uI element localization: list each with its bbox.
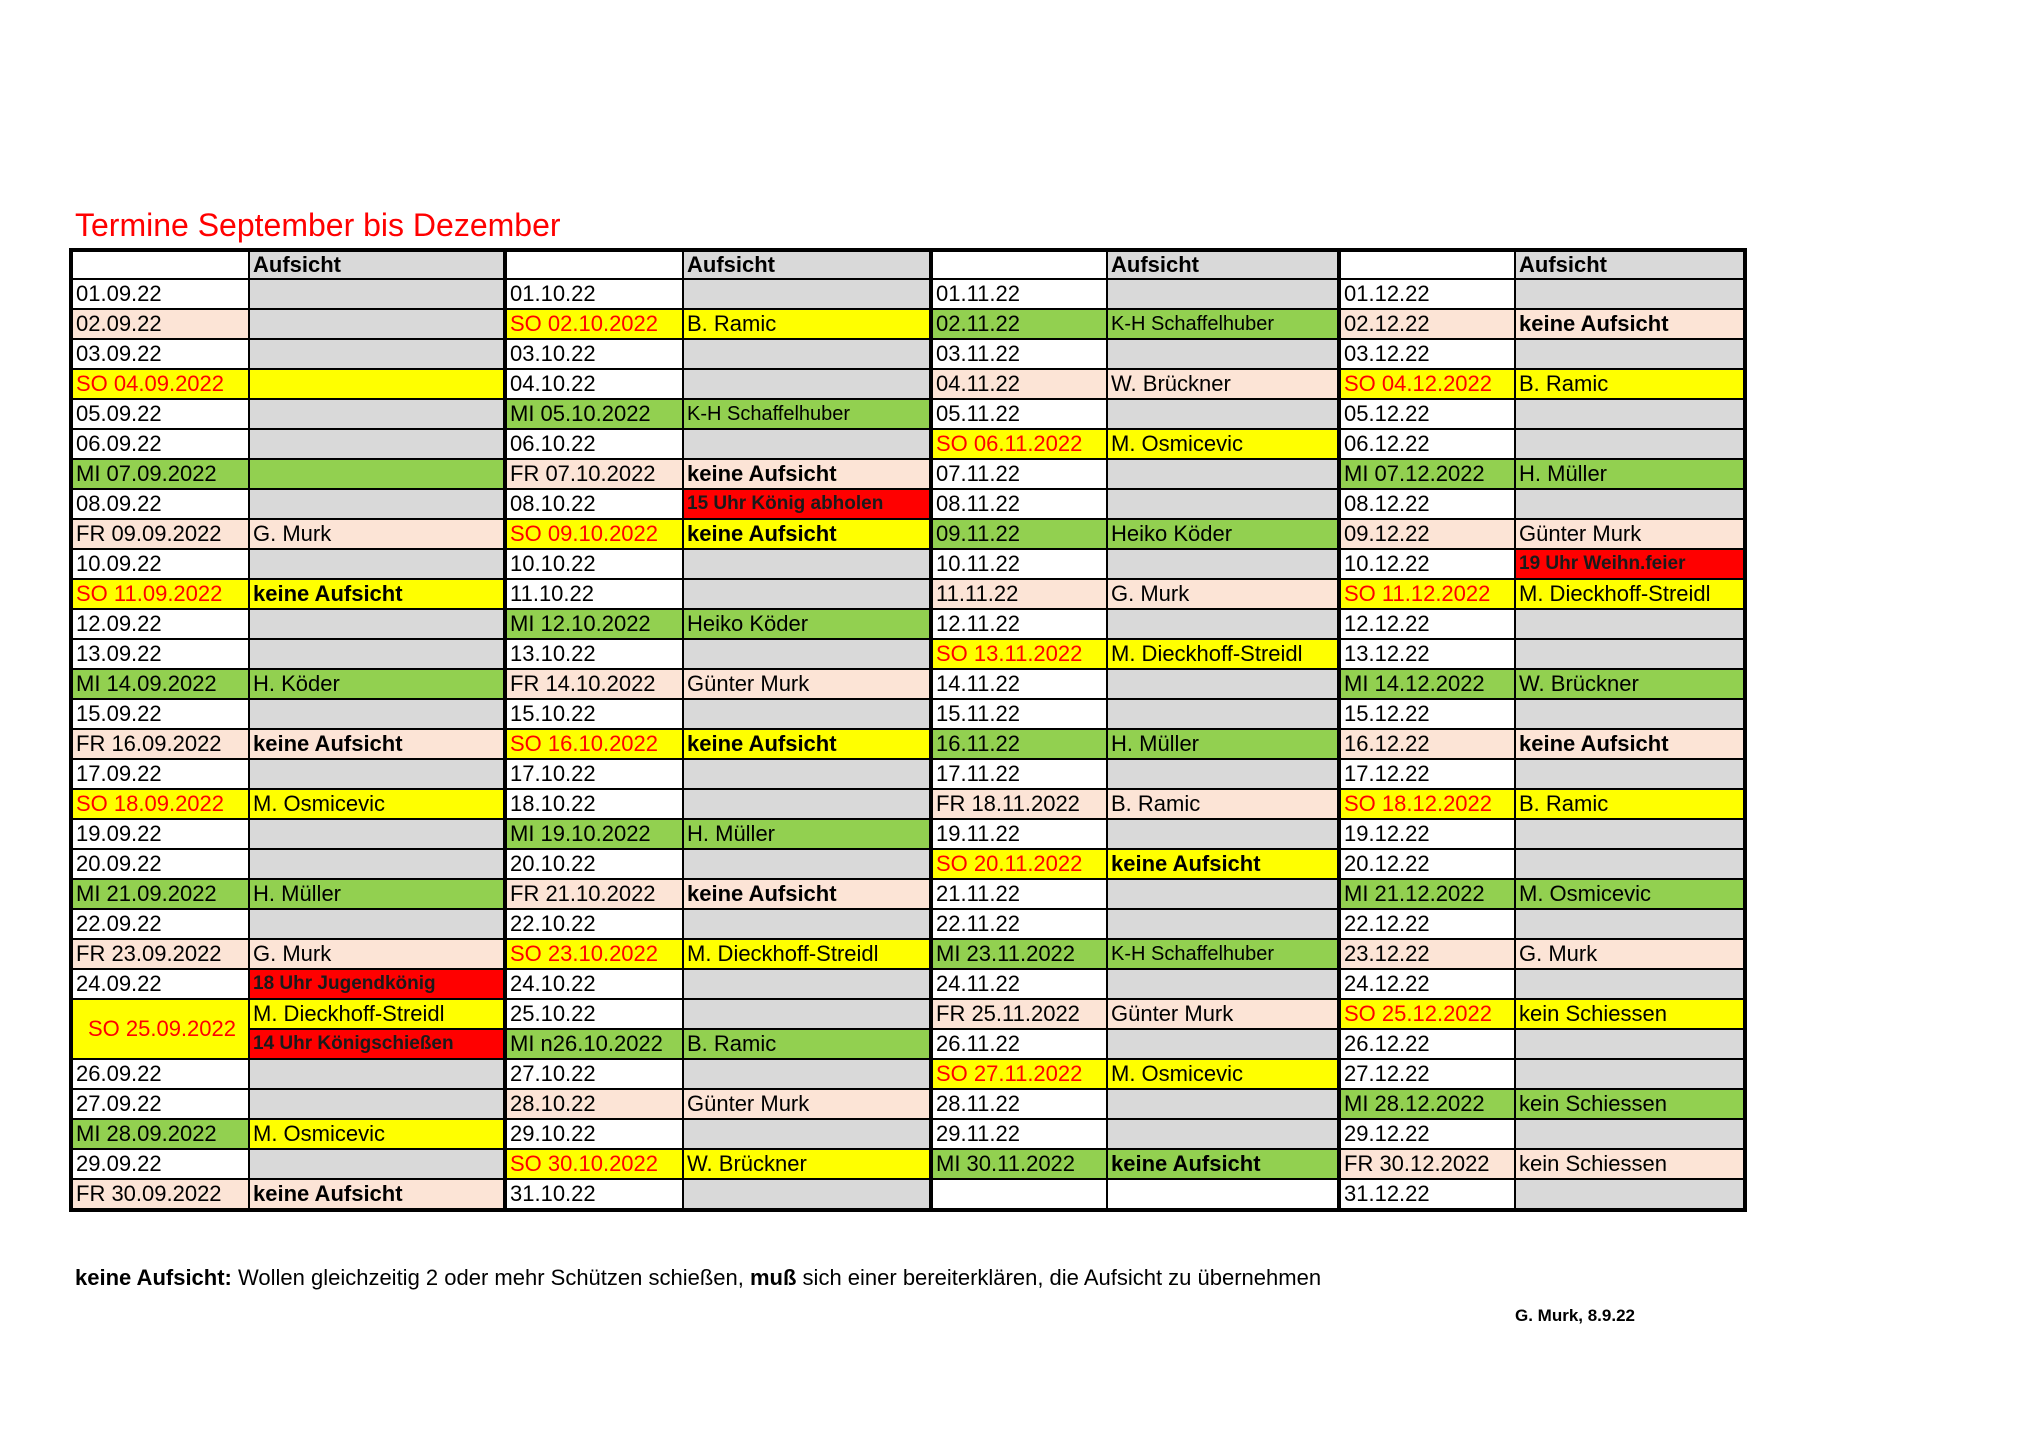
date-cell: SO 13.11.2022 bbox=[931, 639, 1107, 669]
aufsicht-cell bbox=[1107, 279, 1339, 309]
date-cell: 02.12.22 bbox=[1339, 309, 1515, 339]
aufsicht-cell: M. Dieckhoff-Streidl bbox=[1515, 579, 1745, 609]
aufsicht-cell bbox=[249, 1059, 505, 1089]
aufsicht-cell bbox=[1515, 1029, 1745, 1059]
date-cell: SO 25.12.2022 bbox=[1339, 999, 1515, 1029]
date-cell: SO 23.10.2022 bbox=[505, 939, 683, 969]
date-cell: 03.09.22 bbox=[71, 339, 249, 369]
aufsicht-cell bbox=[249, 399, 505, 429]
aufsicht-cell bbox=[683, 759, 931, 789]
footnote-text-2: sich einer bereiterklären, die Aufsicht zu übernehmen bbox=[796, 1265, 1322, 1290]
date-cell: MI 07.12.2022 bbox=[1339, 459, 1515, 489]
date-cell: 28.11.22 bbox=[931, 1089, 1107, 1119]
aufsicht-cell: H. Müller bbox=[1515, 459, 1745, 489]
date-cell: 29.11.22 bbox=[931, 1119, 1107, 1149]
date-cell: 22.12.22 bbox=[1339, 909, 1515, 939]
aufsicht-cell: G. Murk bbox=[249, 939, 505, 969]
date-cell: MI 28.12.2022 bbox=[1339, 1089, 1515, 1119]
date-cell: 02.11.22 bbox=[931, 309, 1107, 339]
date-cell: 24.10.22 bbox=[505, 969, 683, 999]
table-row bbox=[71, 879, 1745, 909]
date-cell: MI 30.11.2022 bbox=[931, 1149, 1107, 1179]
header-date-cell bbox=[931, 250, 1107, 279]
date-cell: SO 02.10.2022 bbox=[505, 309, 683, 339]
date-cell: 24.11.22 bbox=[931, 969, 1107, 999]
date-cell: SO 16.10.2022 bbox=[505, 729, 683, 759]
aufsicht-cell: K-H Schaffelhuber bbox=[1107, 309, 1339, 339]
aufsicht-cell: keine Aufsicht bbox=[683, 459, 931, 489]
aufsicht-cell bbox=[249, 759, 505, 789]
aufsicht-cell bbox=[1515, 609, 1745, 639]
date-cell: 16.12.22 bbox=[1339, 729, 1515, 759]
date-cell: MI 14.12.2022 bbox=[1339, 669, 1515, 699]
date-cell: 08.09.22 bbox=[71, 489, 249, 519]
header-date-cell bbox=[1339, 250, 1515, 279]
aufsicht-cell: W. Brückner bbox=[1107, 369, 1339, 399]
date-cell: 19.12.22 bbox=[1339, 819, 1515, 849]
aufsicht-cell: H. Müller bbox=[249, 879, 505, 909]
aufsicht-cell bbox=[1107, 399, 1339, 429]
date-cell: 06.10.22 bbox=[505, 429, 683, 459]
aufsicht-cell: H. Müller bbox=[683, 819, 931, 849]
table-row bbox=[71, 609, 1745, 639]
date-cell: 03.11.22 bbox=[931, 339, 1107, 369]
aufsicht-cell: Heiko Köder bbox=[683, 609, 931, 639]
date-cell: 27.09.22 bbox=[71, 1089, 249, 1119]
aufsicht-cell bbox=[249, 369, 505, 399]
table-row bbox=[71, 639, 1745, 669]
date-cell: 10.10.22 bbox=[505, 549, 683, 579]
table-row bbox=[71, 459, 1745, 489]
aufsicht-cell bbox=[1515, 339, 1745, 369]
aufsicht-cell: B. Ramic bbox=[1515, 789, 1745, 819]
aufsicht-cell bbox=[683, 279, 931, 309]
date-cell: MI 23.11.2022 bbox=[931, 939, 1107, 969]
table-row bbox=[71, 669, 1745, 699]
date-cell: 10.11.22 bbox=[931, 549, 1107, 579]
header-aufsicht: Aufsicht bbox=[249, 250, 505, 279]
date-cell: 31.12.22 bbox=[1339, 1179, 1515, 1210]
date-cell: MI 19.10.2022 bbox=[505, 819, 683, 849]
date-cell: MI 12.10.2022 bbox=[505, 609, 683, 639]
date-cell: 26.12.22 bbox=[1339, 1029, 1515, 1059]
date-cell: 18.10.22 bbox=[505, 789, 683, 819]
aufsicht-cell bbox=[1515, 819, 1745, 849]
date-cell: 03.10.22 bbox=[505, 339, 683, 369]
date-cell: 22.09.22 bbox=[71, 909, 249, 939]
table-row bbox=[71, 729, 1745, 759]
date-cell: SO 20.11.2022 bbox=[931, 849, 1107, 879]
aufsicht-cell bbox=[249, 489, 505, 519]
date-cell: SO 06.11.2022 bbox=[931, 429, 1107, 459]
date-cell: 05.12.22 bbox=[1339, 399, 1515, 429]
aufsicht-cell bbox=[1107, 1089, 1339, 1119]
aufsicht-cell: keine Aufsicht bbox=[1515, 729, 1745, 759]
table-row bbox=[71, 1149, 1745, 1179]
date-cell: FR 21.10.2022 bbox=[505, 879, 683, 909]
aufsicht-cell bbox=[683, 339, 931, 369]
date-cell: 10.12.22 bbox=[1339, 549, 1515, 579]
date-cell: 20.12.22 bbox=[1339, 849, 1515, 879]
table-row bbox=[71, 579, 1745, 609]
table-row bbox=[71, 759, 1745, 789]
date-cell: 07.11.22 bbox=[931, 459, 1107, 489]
date-cell: 17.10.22 bbox=[505, 759, 683, 789]
aufsicht-cell: K-H Schaffelhuber bbox=[683, 399, 931, 429]
aufsicht-cell bbox=[1107, 549, 1339, 579]
header-date-cell bbox=[505, 250, 683, 279]
aufsicht-cell bbox=[1515, 1059, 1745, 1089]
aufsicht-cell: M. Osmicevic bbox=[249, 1119, 505, 1149]
aufsicht-cell bbox=[683, 549, 931, 579]
aufsicht-cell: G. Murk bbox=[249, 519, 505, 549]
aufsicht-cell bbox=[249, 699, 505, 729]
header-date-cell bbox=[71, 250, 249, 279]
header-aufsicht: Aufsicht bbox=[1515, 250, 1745, 279]
table-row bbox=[71, 849, 1745, 879]
aufsicht-cell bbox=[1107, 699, 1339, 729]
footnote bbox=[75, 1265, 1321, 1291]
footnote-text-1: Wollen gleichzeitig 2 oder mehr Schützen schießen, bbox=[231, 1265, 750, 1290]
date-cell: SO 18.09.2022 bbox=[71, 789, 249, 819]
date-cell: 08.11.22 bbox=[931, 489, 1107, 519]
aufsicht-cell bbox=[1107, 759, 1339, 789]
date-cell: 20.10.22 bbox=[505, 849, 683, 879]
aufsicht-cell bbox=[249, 459, 505, 489]
aufsicht-cell: M. Osmicevic bbox=[1515, 879, 1745, 909]
date-cell: 19.09.22 bbox=[71, 819, 249, 849]
aufsicht-cell: M. Osmicevic bbox=[1107, 429, 1339, 459]
date-cell: MI 21.09.2022 bbox=[71, 879, 249, 909]
aufsicht-cell bbox=[249, 1149, 505, 1179]
aufsicht-cell: 15 Uhr König abholen bbox=[683, 489, 931, 519]
date-cell: FR 09.09.2022 bbox=[71, 519, 249, 549]
table-row bbox=[71, 489, 1745, 519]
date-cell: 04.10.22 bbox=[505, 369, 683, 399]
aufsicht-cell: 14 Uhr Königschießen bbox=[249, 1029, 505, 1059]
aufsicht-cell bbox=[249, 1089, 505, 1119]
aufsicht-cell bbox=[1107, 669, 1339, 699]
date-cell: 05.11.22 bbox=[931, 399, 1107, 429]
aufsicht-cell: G. Murk bbox=[1515, 939, 1745, 969]
header-aufsicht: Aufsicht bbox=[1107, 250, 1339, 279]
aufsicht-cell: keine Aufsicht bbox=[683, 879, 931, 909]
aufsicht-cell bbox=[1107, 339, 1339, 369]
aufsicht-cell bbox=[683, 579, 931, 609]
date-cell: 03.12.22 bbox=[1339, 339, 1515, 369]
date-cell: 28.10.22 bbox=[505, 1089, 683, 1119]
aufsicht-cell: keine Aufsicht bbox=[249, 1179, 505, 1210]
aufsicht-cell: Günter Murk bbox=[1107, 999, 1339, 1029]
date-cell: 01.12.22 bbox=[1339, 279, 1515, 309]
date-cell: SO 09.10.2022 bbox=[505, 519, 683, 549]
aufsicht-cell bbox=[249, 279, 505, 309]
date-cell: 13.10.22 bbox=[505, 639, 683, 669]
date-cell: 08.10.22 bbox=[505, 489, 683, 519]
date-cell: MI 21.12.2022 bbox=[1339, 879, 1515, 909]
schedule-table bbox=[69, 248, 1747, 1212]
date-cell: 24.12.22 bbox=[1339, 969, 1515, 999]
date-cell: 16.11.22 bbox=[931, 729, 1107, 759]
aufsicht-cell: W. Brückner bbox=[1515, 669, 1745, 699]
date-cell: 11.10.22 bbox=[505, 579, 683, 609]
date-cell: FR 16.09.2022 bbox=[71, 729, 249, 759]
aufsicht-cell bbox=[249, 639, 505, 669]
date-cell: 27.12.22 bbox=[1339, 1059, 1515, 1089]
aufsicht-cell bbox=[1107, 909, 1339, 939]
aufsicht-cell bbox=[1515, 429, 1745, 459]
page-title: Termine September bis Dezember bbox=[75, 207, 561, 243]
date-cell: 26.11.22 bbox=[931, 1029, 1107, 1059]
aufsicht-cell: keine Aufsicht bbox=[249, 579, 505, 609]
date-cell: 17.09.22 bbox=[71, 759, 249, 789]
table-row bbox=[71, 909, 1745, 939]
aufsicht-cell bbox=[683, 1179, 931, 1210]
date-cell: 12.11.22 bbox=[931, 609, 1107, 639]
aufsicht-cell: M. Dieckhoff-Streidl bbox=[249, 999, 505, 1029]
aufsicht-cell: kein Schiessen bbox=[1515, 1089, 1745, 1119]
date-cell: 08.12.22 bbox=[1339, 489, 1515, 519]
aufsicht-cell: H. Köder bbox=[249, 669, 505, 699]
date-cell: 27.10.22 bbox=[505, 1059, 683, 1089]
aufsicht-cell bbox=[683, 369, 931, 399]
aufsicht-cell: kein Schiessen bbox=[1515, 1149, 1745, 1179]
aufsicht-cell bbox=[683, 999, 931, 1029]
date-cell: 06.09.22 bbox=[71, 429, 249, 459]
date-cell: MI 14.09.2022 bbox=[71, 669, 249, 699]
aufsicht-cell: H. Müller bbox=[1107, 729, 1339, 759]
date-cell: 12.09.22 bbox=[71, 609, 249, 639]
date-cell: 13.12.22 bbox=[1339, 639, 1515, 669]
date-cell: FR 18.11.2022 bbox=[931, 789, 1107, 819]
date-cell: SO 25.09.2022 bbox=[71, 999, 249, 1059]
table-row bbox=[71, 999, 1745, 1029]
aufsicht-cell: Günter Murk bbox=[683, 669, 931, 699]
aufsicht-cell bbox=[1515, 489, 1745, 519]
date-cell: SO 11.09.2022 bbox=[71, 579, 249, 609]
aufsicht-cell bbox=[1515, 279, 1745, 309]
aufsicht-cell: keine Aufsicht bbox=[683, 519, 931, 549]
date-cell: 05.09.22 bbox=[71, 399, 249, 429]
table-row bbox=[71, 789, 1745, 819]
aufsicht-cell: M. Dieckhoff-Streidl bbox=[1107, 639, 1339, 669]
table-row bbox=[71, 369, 1745, 399]
date-cell: 15.12.22 bbox=[1339, 699, 1515, 729]
table-row bbox=[71, 1089, 1745, 1119]
table-row bbox=[71, 1059, 1745, 1089]
table-row bbox=[71, 1119, 1745, 1149]
aufsicht-cell bbox=[1107, 819, 1339, 849]
date-cell: 01.11.22 bbox=[931, 279, 1107, 309]
aufsicht-cell: Günter Murk bbox=[1515, 519, 1745, 549]
aufsicht-cell: M. Dieckhoff-Streidl bbox=[683, 939, 931, 969]
date-cell: FR 14.10.2022 bbox=[505, 669, 683, 699]
date-cell: 29.09.22 bbox=[71, 1149, 249, 1179]
aufsicht-cell bbox=[249, 339, 505, 369]
date-cell: SO 18.12.2022 bbox=[1339, 789, 1515, 819]
date-cell: MI 05.10.2022 bbox=[505, 399, 683, 429]
date-cell: FR 30.09.2022 bbox=[71, 1179, 249, 1210]
date-cell: 23.12.22 bbox=[1339, 939, 1515, 969]
date-cell: 24.09.22 bbox=[71, 969, 249, 999]
date-cell: SO 04.12.2022 bbox=[1339, 369, 1515, 399]
date-cell: SO 11.12.2022 bbox=[1339, 579, 1515, 609]
aufsicht-cell bbox=[683, 429, 931, 459]
aufsicht-cell bbox=[1515, 699, 1745, 729]
aufsicht-cell: kein Schiessen bbox=[1515, 999, 1745, 1029]
aufsicht-cell bbox=[1107, 459, 1339, 489]
date-cell: 26.09.22 bbox=[71, 1059, 249, 1089]
date-cell: 21.11.22 bbox=[931, 879, 1107, 909]
date-cell: 29.12.22 bbox=[1339, 1119, 1515, 1149]
aufsicht-cell bbox=[683, 639, 931, 669]
date-cell bbox=[931, 1179, 1107, 1210]
table-row bbox=[71, 279, 1745, 309]
aufsicht-cell bbox=[249, 909, 505, 939]
table-row bbox=[71, 699, 1745, 729]
date-cell: 31.10.22 bbox=[505, 1179, 683, 1210]
aufsicht-cell bbox=[249, 819, 505, 849]
date-cell: 01.09.22 bbox=[71, 279, 249, 309]
date-cell: MI n26.10.2022 bbox=[505, 1029, 683, 1059]
table-row bbox=[71, 429, 1745, 459]
date-cell: SO 30.10.2022 bbox=[505, 1149, 683, 1179]
date-cell: 15.11.22 bbox=[931, 699, 1107, 729]
aufsicht-cell bbox=[249, 309, 505, 339]
table-row bbox=[71, 519, 1745, 549]
date-cell: 15.09.22 bbox=[71, 699, 249, 729]
date-cell: 14.11.22 bbox=[931, 669, 1107, 699]
date-cell: 10.09.22 bbox=[71, 549, 249, 579]
date-cell: 06.12.22 bbox=[1339, 429, 1515, 459]
aufsicht-cell: M. Osmicevic bbox=[249, 789, 505, 819]
date-cell: 15.10.22 bbox=[505, 699, 683, 729]
date-cell: FR 25.11.2022 bbox=[931, 999, 1107, 1029]
aufsicht-cell bbox=[1515, 1119, 1745, 1149]
aufsicht-cell bbox=[683, 909, 931, 939]
aufsicht-cell bbox=[249, 609, 505, 639]
aufsicht-cell bbox=[683, 1119, 931, 1149]
aufsicht-cell: G. Murk bbox=[1107, 579, 1339, 609]
aufsicht-cell: 19 Uhr Weihn.feier bbox=[1515, 549, 1745, 579]
aufsicht-cell bbox=[1515, 849, 1745, 879]
date-cell: 22.11.22 bbox=[931, 909, 1107, 939]
aufsicht-cell bbox=[1107, 1029, 1339, 1059]
table-row bbox=[71, 819, 1745, 849]
table-row bbox=[71, 309, 1745, 339]
table-row bbox=[71, 399, 1745, 429]
aufsicht-cell bbox=[1107, 609, 1339, 639]
footnote-label: keine Aufsicht: bbox=[75, 1265, 232, 1290]
aufsicht-cell bbox=[249, 849, 505, 879]
date-cell: 25.10.22 bbox=[505, 999, 683, 1029]
table-row bbox=[71, 969, 1745, 999]
aufsicht-cell: keine Aufsicht bbox=[1515, 309, 1745, 339]
date-cell: 12.12.22 bbox=[1339, 609, 1515, 639]
aufsicht-cell: keine Aufsicht bbox=[1107, 1149, 1339, 1179]
aufsicht-cell: keine Aufsicht bbox=[249, 729, 505, 759]
aufsicht-cell: keine Aufsicht bbox=[1107, 849, 1339, 879]
date-cell: 01.10.22 bbox=[505, 279, 683, 309]
aufsicht-cell: B. Ramic bbox=[1107, 789, 1339, 819]
table-row bbox=[71, 1029, 1745, 1059]
aufsicht-cell: keine Aufsicht bbox=[683, 729, 931, 759]
date-cell: FR 07.10.2022 bbox=[505, 459, 683, 489]
date-cell: 19.11.22 bbox=[931, 819, 1107, 849]
aufsicht-cell bbox=[683, 969, 931, 999]
date-cell: SO 27.11.2022 bbox=[931, 1059, 1107, 1089]
date-cell: 09.11.22 bbox=[931, 519, 1107, 549]
table-row bbox=[71, 1179, 1745, 1210]
aufsicht-cell bbox=[683, 699, 931, 729]
aufsicht-cell: W. Brückner bbox=[683, 1149, 931, 1179]
aufsicht-cell: Günter Murk bbox=[683, 1089, 931, 1119]
aufsicht-cell: 18 Uhr Jugendkönig bbox=[249, 969, 505, 999]
aufsicht-cell bbox=[249, 549, 505, 579]
footnote-bold: muß bbox=[749, 1265, 797, 1290]
date-cell: SO 04.09.2022 bbox=[71, 369, 249, 399]
aufsicht-cell bbox=[683, 789, 931, 819]
date-cell: 13.09.22 bbox=[71, 639, 249, 669]
aufsicht-cell: K-H Schaffelhuber bbox=[1107, 939, 1339, 969]
date-cell: FR 30.12.2022 bbox=[1339, 1149, 1515, 1179]
date-cell: MI 07.09.2022 bbox=[71, 459, 249, 489]
aufsicht-cell bbox=[1515, 909, 1745, 939]
date-cell: FR 23.09.2022 bbox=[71, 939, 249, 969]
aufsicht-cell bbox=[1515, 639, 1745, 669]
date-cell: 17.11.22 bbox=[931, 759, 1107, 789]
table-row bbox=[71, 339, 1745, 369]
date-cell: MI 28.09.2022 bbox=[71, 1119, 249, 1149]
date-cell: 20.09.22 bbox=[71, 849, 249, 879]
header-row bbox=[71, 250, 1745, 279]
aufsicht-cell bbox=[1107, 879, 1339, 909]
aufsicht-cell bbox=[683, 849, 931, 879]
aufsicht-cell bbox=[1107, 969, 1339, 999]
signature: G. Murk, 8.9.22 bbox=[1515, 1306, 1635, 1325]
date-cell: 22.10.22 bbox=[505, 909, 683, 939]
aufsicht-cell bbox=[1107, 1119, 1339, 1149]
aufsicht-cell: M. Osmicevic bbox=[1107, 1059, 1339, 1089]
header-aufsicht: Aufsicht bbox=[683, 250, 931, 279]
aufsicht-cell: B. Ramic bbox=[683, 309, 931, 339]
aufsicht-cell bbox=[683, 1059, 931, 1089]
date-cell: 09.12.22 bbox=[1339, 519, 1515, 549]
aufsicht-cell: B. Ramic bbox=[1515, 369, 1745, 399]
date-cell: 04.11.22 bbox=[931, 369, 1107, 399]
aufsicht-cell: Heiko Köder bbox=[1107, 519, 1339, 549]
table-row bbox=[71, 939, 1745, 969]
aufsicht-cell bbox=[1515, 969, 1745, 999]
date-cell: 29.10.22 bbox=[505, 1119, 683, 1149]
aufsicht-cell bbox=[1515, 399, 1745, 429]
aufsicht-cell: B. Ramic bbox=[683, 1029, 931, 1059]
aufsicht-cell bbox=[1515, 1179, 1745, 1210]
date-cell: 17.12.22 bbox=[1339, 759, 1515, 789]
date-cell: 02.09.22 bbox=[71, 309, 249, 339]
aufsicht-cell bbox=[1107, 489, 1339, 519]
table-row bbox=[71, 549, 1745, 579]
aufsicht-cell bbox=[1515, 759, 1745, 789]
aufsicht-cell bbox=[249, 429, 505, 459]
aufsicht-cell bbox=[1107, 1179, 1339, 1210]
date-cell: 11.11.22 bbox=[931, 579, 1107, 609]
